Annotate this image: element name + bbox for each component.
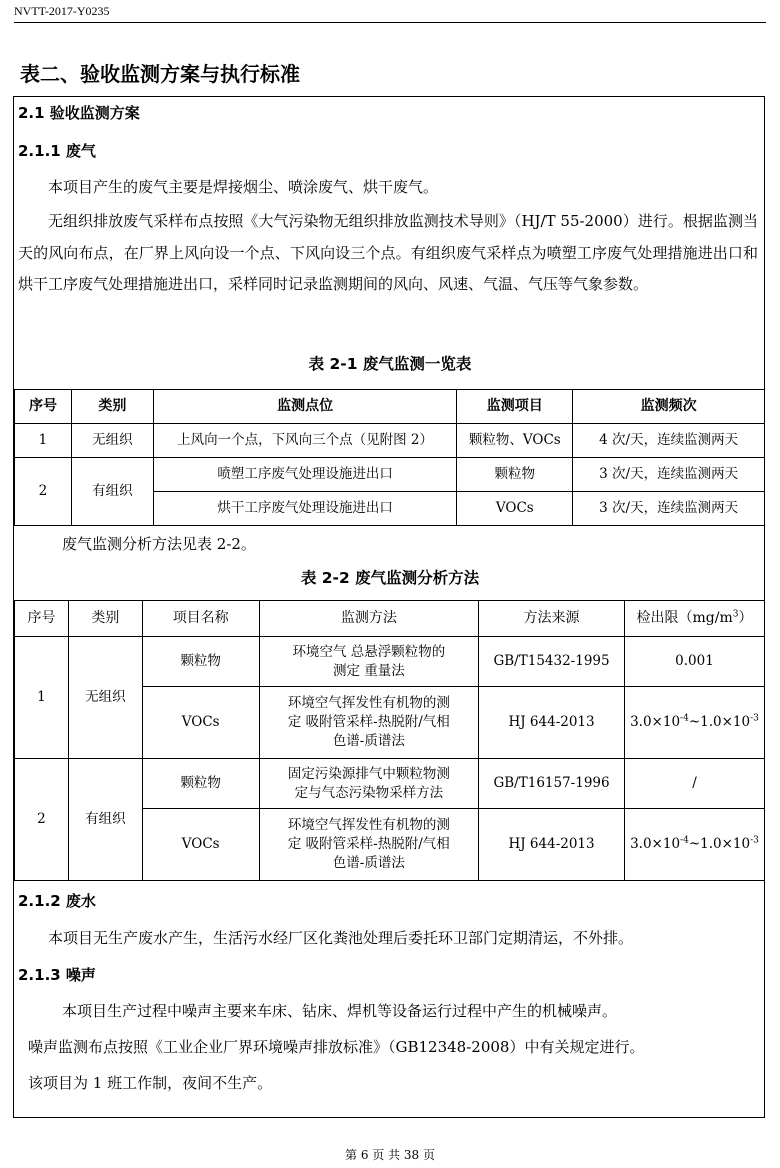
- heading-2-1-2: 2.1.2 废水: [18, 892, 96, 910]
- method-line: 环境空气挥发性有机物的测: [287, 817, 450, 833]
- table-row: [15, 424, 765, 458]
- limit-b: ~1.0×10: [688, 836, 751, 852]
- table-cell: 0.001: [624, 637, 764, 687]
- paragraph-gas-sampling: 无组织排放废气采样布点按照《大气污染物无组织排放监测技术导则》（HJ/T 55-2000）进行。根据监测当天的风向布点，在厂界上风向设一个点、下风向设三个点。有组织废气采样点为喷塑工序废气处理措施进出口和烘干工序废气处理措施进出口，采样同时记录监测期间的风向、风速、气温、气压等气象参数。: [18, 212, 758, 293]
- table-cell: 喷塑工序废气处理设施进出口: [153, 458, 457, 492]
- paragraph-gas-sources: 本项目产生的废气主要是焊接烟尘、喷涂废气、烘干废气。: [48, 178, 439, 196]
- table-header: [624, 601, 764, 637]
- table-2-2-caption: 表 2-2 废气监测分析方法: [300, 569, 480, 587]
- table-cell: HJ 644-2013: [479, 687, 625, 759]
- table-cell: 无组织: [68, 637, 142, 759]
- table-row: [15, 601, 765, 637]
- table-row: [15, 458, 765, 492]
- table-header: 序号: [15, 601, 69, 637]
- method-line: 定与气态污染物采样方法: [294, 784, 444, 801]
- table-cell: 无组织: [71, 424, 153, 458]
- limit-b-exp: -3: [750, 835, 759, 846]
- section-title: 表二、验收监测方案与执行标准: [20, 62, 300, 86]
- method-line: 定 吸附管采样-热脱附/气相: [287, 836, 450, 852]
- table-cell: [624, 809, 764, 881]
- table-header: 项目名称: [142, 601, 259, 637]
- limit-a: 3.0×10: [630, 836, 681, 852]
- paragraph-wastewater: 本项目无生产废水产生，生活污水经厂区化粪池处理后委托环卫部门定期清运，不外排。: [48, 929, 634, 947]
- unit-close: ）: [738, 610, 753, 626]
- table-row: [15, 759, 765, 809]
- heading-2-1-3: 2.1.3 噪声: [18, 966, 96, 984]
- paragraph-noise-points: 噪声监测布点按照《工业企业厂界环境噪声排放标准》（GB12348-2008）中有关规定进行。: [28, 1038, 645, 1056]
- method-line: 色谱-质谱法: [332, 733, 405, 749]
- paragraph-analysis-ref: 废气监测分析方法见表 2-2。: [62, 535, 256, 553]
- table-header: 监测方法: [259, 601, 479, 637]
- table-cell: 有组织: [68, 759, 142, 881]
- table-header: 类别: [68, 601, 142, 637]
- table-cell: 烘干工序废气处理设施进出口: [153, 492, 457, 526]
- table-cell: 颗粒物: [142, 759, 259, 809]
- table-cell: 3 次/天，连续监测两天: [573, 492, 765, 526]
- limit-b: ~1.0×10: [688, 714, 751, 730]
- heading-2-1: 2.1 验收监测方案: [18, 104, 140, 122]
- table-cell: 颗粒物: [142, 637, 259, 687]
- table-header: 监测项目: [457, 390, 573, 424]
- method-line: 固定污染源排气中颗粒物测: [287, 765, 450, 782]
- limit-a-exp: -4: [680, 835, 689, 846]
- method-line: 色谱-质谱法: [332, 855, 405, 871]
- table-cell: 2: [15, 458, 72, 526]
- method-line: 定 吸附管采样-热脱附/气相: [287, 714, 450, 730]
- table-cell: 上风向一个点，下风向三个点（见附图 2）: [153, 424, 457, 458]
- unit-label: 检出限（mg/m: [636, 610, 733, 626]
- table-cell: 2: [15, 759, 69, 881]
- header-rule: [14, 22, 766, 23]
- table-header: 监测点位: [153, 390, 457, 424]
- table-2-1-caption: 表 2-1 废气监测一览表: [308, 355, 472, 373]
- table-row: [15, 390, 765, 424]
- table-cell: [624, 687, 764, 759]
- document-id: NVTT-2017-Y0235: [14, 4, 110, 18]
- heading-2-1-1: 2.1.1 废气: [18, 142, 96, 160]
- table-header: 类别: [71, 390, 153, 424]
- table-cell: 1: [15, 637, 69, 759]
- table-cell: 3 次/天，连续监测两天: [573, 458, 765, 492]
- table-cell: GB/T16157-1996: [479, 759, 625, 809]
- table-cell: [259, 687, 479, 759]
- table-header: 方法来源: [479, 601, 625, 637]
- page-number: 第 6 页 共 38 页: [345, 1148, 435, 1162]
- table-cell: HJ 644-2013: [479, 809, 625, 881]
- table-header: 监测频次: [573, 390, 765, 424]
- table-cell: [259, 637, 479, 687]
- table-cell: [259, 809, 479, 881]
- limit-a-exp: -4: [680, 713, 689, 724]
- method-line: 环境空气 总悬浮颗粒物的: [292, 643, 446, 660]
- table-cell: [259, 759, 479, 809]
- table-cell: 颗粒物、VOCs: [457, 424, 573, 458]
- unit-superscript: 3: [732, 609, 739, 620]
- table-cell: /: [624, 759, 764, 809]
- table-cell: 有组织: [71, 458, 153, 526]
- method-line: 环境空气挥发性有机物的测: [287, 695, 450, 711]
- limit-a: 3.0×10: [630, 714, 681, 730]
- table-cell: GB/T15432-1995: [479, 637, 625, 687]
- table-cell: VOCs: [142, 809, 259, 881]
- paragraph-noise-shift: 该项目为 1 班工作制，夜间不生产。: [28, 1074, 273, 1092]
- table-2-1: [14, 389, 765, 526]
- table-cell: VOCs: [457, 492, 573, 526]
- paragraph-noise-sources: 本项目生产过程中噪声主要来车床、钻床、焊机等设备运行过程中产生的机械噪声。: [62, 1002, 618, 1020]
- table-cell: VOCs: [142, 687, 259, 759]
- table-header: 序号: [15, 390, 72, 424]
- table-2-2: [14, 600, 765, 881]
- table-cell: 颗粒物: [457, 458, 573, 492]
- method-line: 测定 重量法: [332, 662, 405, 679]
- table-cell: 1: [15, 424, 72, 458]
- table-row: [15, 637, 765, 687]
- limit-b-exp: -3: [750, 713, 759, 724]
- table-cell: 4 次/天，连续监测两天: [573, 424, 765, 458]
